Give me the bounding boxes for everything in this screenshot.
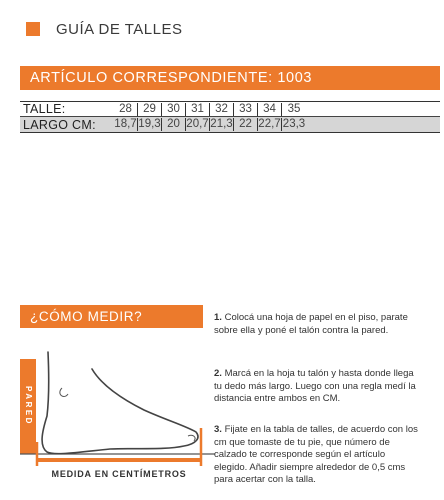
wall-label: PARED: [23, 386, 33, 426]
ankle-bone-icon: [60, 388, 68, 396]
largo-cell: 18,7: [114, 118, 137, 130]
step-1-number: 1.: [214, 312, 222, 323]
largo-cell: 19,3: [138, 118, 161, 130]
article-banner: ARTÍCULO CORRESPONDIENTE: 1003: [20, 66, 440, 90]
measure-axis-label: MEDIDA EN CENTÍMETROS: [51, 469, 187, 479]
largo-cell: 23,3: [282, 118, 306, 130]
talle-cell: 32: [210, 103, 234, 116]
size-table: [20, 101, 440, 133]
page-title: GUÍA DE TALLES: [56, 21, 183, 38]
step-3-text: Fijate en la tabla de talles, de acuerdo con los cm que tomaste de tu pie, que número de calzado te corresponde según el artículo elegido. Añadir siempre alrededor de 0,5 cms para acertar con la talla.: [214, 424, 418, 485]
largo-row: [20, 117, 440, 132]
foot-measure-illustration: [20, 344, 215, 484]
talle-cell: 31: [186, 103, 210, 116]
talle-cell: 30: [162, 103, 186, 116]
step-3-number: 3.: [214, 424, 222, 435]
largo-cell: 20: [162, 118, 186, 131]
talle-cell: 28: [114, 103, 138, 116]
measure-bar: [37, 458, 201, 462]
largo-cell: 20,7: [186, 118, 209, 130]
toenail-icon: [188, 435, 195, 441]
how-to-measure-header: ¿CÓMO MEDIR?: [20, 305, 203, 328]
step-1: [214, 312, 419, 337]
talle-row: [20, 102, 440, 117]
talle-row-label: TALLE:: [23, 102, 66, 116]
step-1-text: Colocá una hoja de papel en el piso, parate sobre ella y poné el talón contra la pared.: [214, 312, 408, 336]
step-2-text: Marcá en la hoja tu talón y hasta donde llega tu dedo más largo. Luego con una regla medí la distancia entre ambos en CM.: [214, 368, 416, 404]
talle-cell: 33: [234, 103, 258, 116]
foot-icon: [42, 352, 198, 454]
largo-row-label: LARGO CM:: [23, 117, 96, 132]
largo-cell: 22,7: [258, 118, 281, 130]
talle-cell: 34: [258, 103, 282, 116]
step-2: [214, 368, 419, 406]
largo-cell: 22: [234, 118, 258, 131]
step-3: [214, 424, 419, 487]
step-2-number: 2.: [214, 368, 222, 379]
title-square-icon: [26, 22, 40, 36]
largo-cell: 21,3: [210, 118, 233, 130]
talle-cell: 29: [138, 103, 162, 116]
talle-cell: 35: [287, 102, 301, 115]
